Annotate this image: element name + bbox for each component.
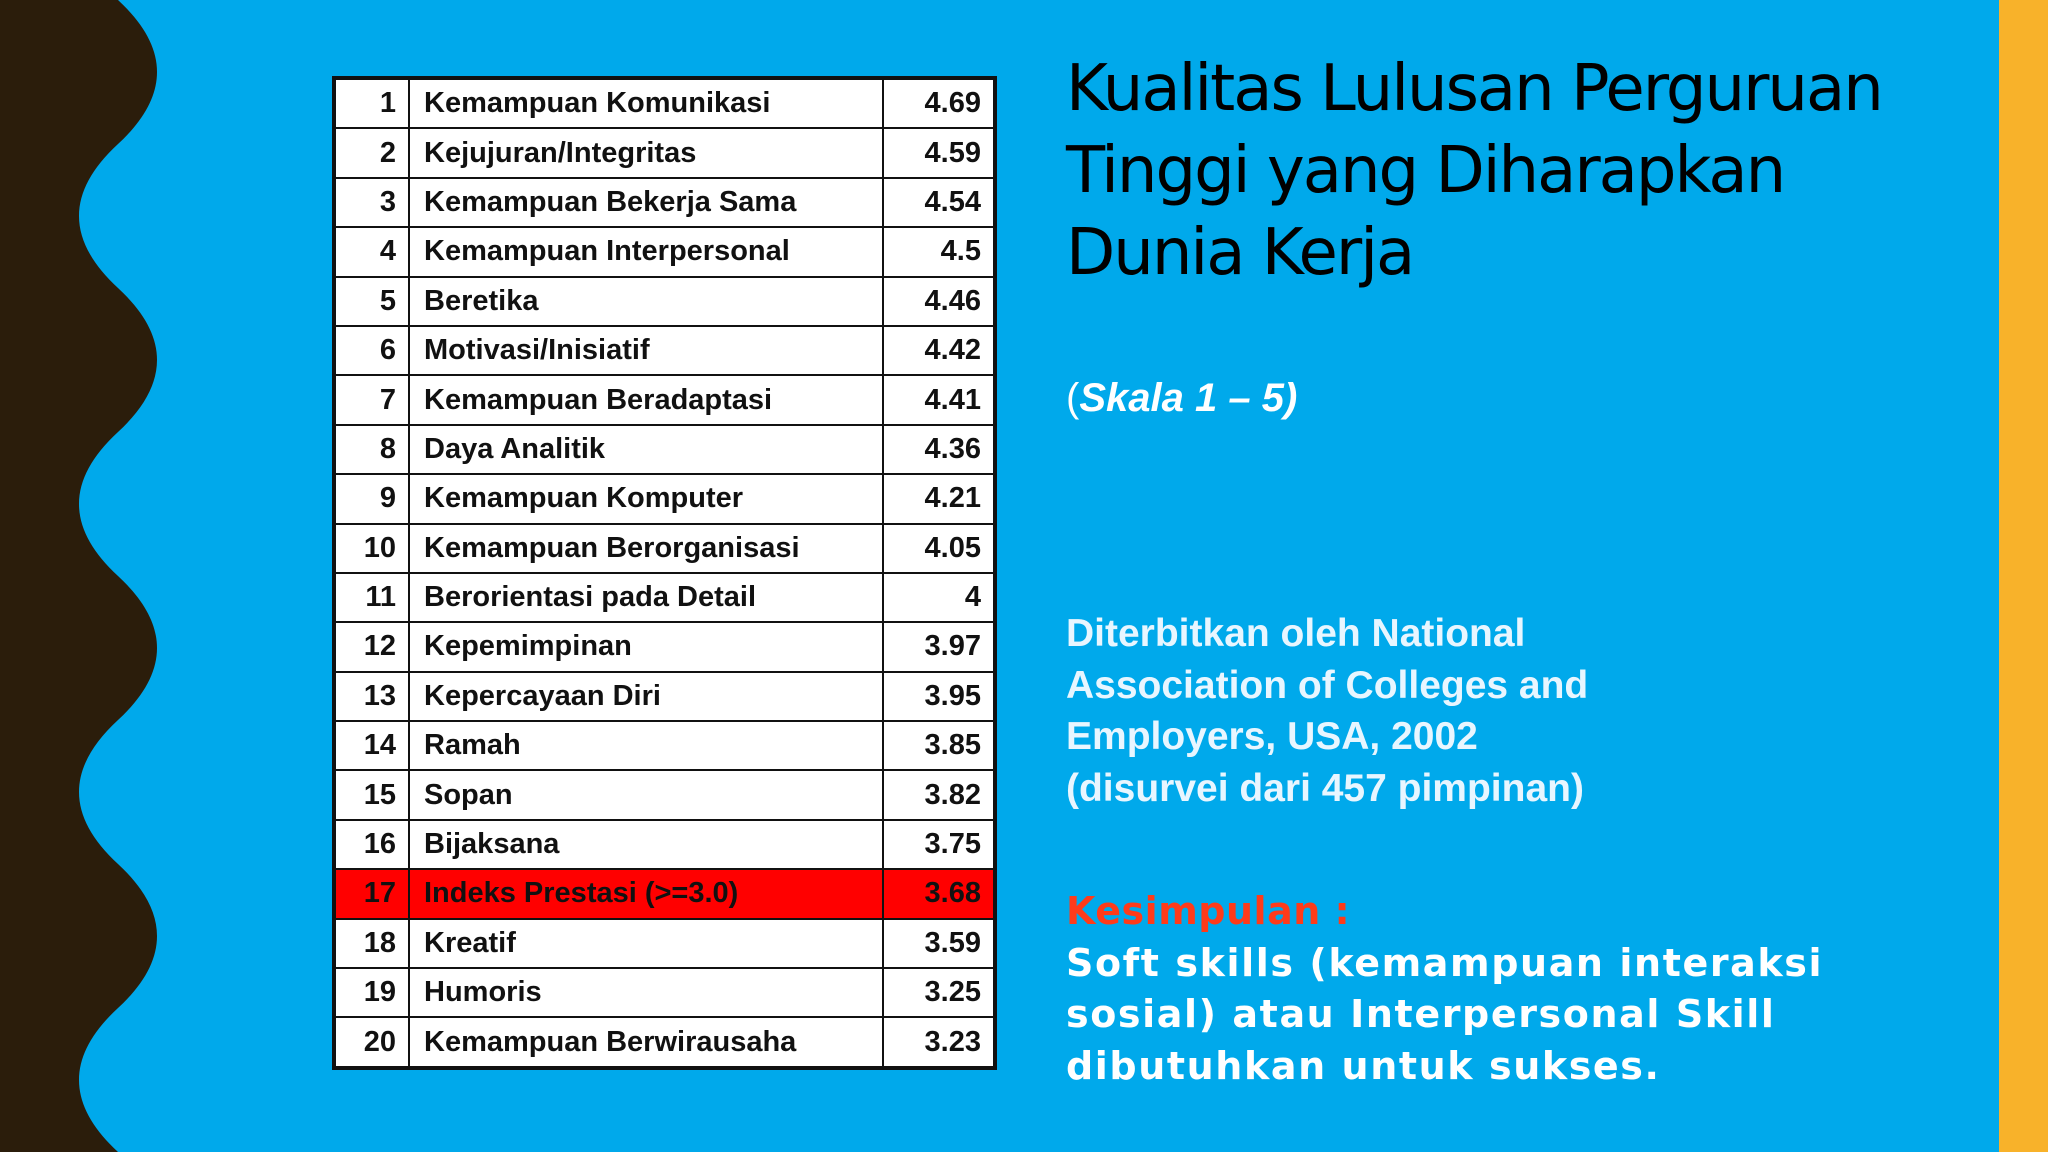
table-row — [334, 277, 995, 326]
skills-ranking-table — [332, 76, 997, 1070]
rank-cell: 3 — [334, 178, 409, 227]
rank-cell: 5 — [334, 277, 409, 326]
conclusion-line: sosial) atau Interpersonal Skill — [1066, 992, 1776, 1036]
table-row — [334, 622, 995, 671]
rank-cell: 4 — [334, 227, 409, 276]
rank-cell: 12 — [334, 622, 409, 671]
rank-cell: 1 — [334, 78, 409, 128]
rank-cell: 20 — [334, 1017, 409, 1067]
score-cell: 3.59 — [883, 919, 995, 968]
score-cell: 3.68 — [883, 869, 995, 918]
table-row — [334, 227, 995, 276]
rank-cell: 2 — [334, 128, 409, 177]
rank-cell: 16 — [334, 820, 409, 869]
source-line: (disurvei dari 457 pimpinan) — [1066, 766, 1584, 810]
table-row — [334, 919, 995, 968]
table-row — [334, 128, 995, 177]
score-cell: 4.54 — [883, 178, 995, 227]
skill-name-cell: Kemampuan Berorganisasi — [409, 524, 883, 573]
slide-title — [1066, 48, 1966, 294]
skill-name-cell: Sopan — [409, 770, 883, 819]
score-cell: 3.95 — [883, 672, 995, 721]
skill-name-cell: Berorientasi pada Detail — [409, 573, 883, 622]
rank-cell: 19 — [334, 968, 409, 1017]
skill-name-cell: Ramah — [409, 721, 883, 770]
table-row — [334, 375, 995, 424]
rank-cell: 7 — [334, 375, 409, 424]
skill-name-cell: Kemampuan Komunikasi — [409, 78, 883, 128]
rank-cell: 18 — [334, 919, 409, 968]
score-cell: 3.97 — [883, 622, 995, 671]
title-line: Dunia Kerja — [1066, 216, 1414, 290]
title-line: Tinggi yang Diharapkan — [1066, 134, 1785, 208]
skill-name-cell: Beretika — [409, 277, 883, 326]
left-wavy-band — [0, 0, 160, 1152]
score-cell: 3.85 — [883, 721, 995, 770]
skill-name-cell: Kemampuan Berwirausaha — [409, 1017, 883, 1067]
table-row — [334, 524, 995, 573]
score-cell: 4.42 — [883, 326, 995, 375]
score-cell: 4.46 — [883, 277, 995, 326]
rank-cell: 14 — [334, 721, 409, 770]
table-row — [334, 672, 995, 721]
rank-cell: 17 — [334, 869, 409, 918]
rank-cell: 11 — [334, 573, 409, 622]
rank-cell: 13 — [334, 672, 409, 721]
table-body — [334, 78, 995, 1068]
skill-name-cell: Kemampuan Beradaptasi — [409, 375, 883, 424]
table-row — [334, 573, 995, 622]
skill-name-cell: Kemampuan Interpersonal — [409, 227, 883, 276]
source-note — [1066, 608, 1588, 814]
rank-cell: 9 — [334, 474, 409, 523]
score-cell: 3.82 — [883, 770, 995, 819]
score-cell: 4.05 — [883, 524, 995, 573]
skill-name-cell: Kepemimpinan — [409, 622, 883, 671]
skill-name-cell: Kejujuran/Integritas — [409, 128, 883, 177]
rank-cell: 8 — [334, 425, 409, 474]
skill-name-cell: Kepercayaan Diri — [409, 672, 883, 721]
score-cell: 4.59 — [883, 128, 995, 177]
skill-name-cell: Kemampuan Bekerja Sama — [409, 178, 883, 227]
score-cell: 4 — [883, 573, 995, 622]
score-cell: 4.21 — [883, 474, 995, 523]
table-row — [334, 178, 995, 227]
score-cell: 3.75 — [883, 820, 995, 869]
table-row — [334, 820, 995, 869]
score-cell: 3.23 — [883, 1017, 995, 1067]
table-row — [334, 326, 995, 375]
scale-text: Skala 1 – 5) — [1079, 376, 1298, 420]
source-line: Association of Colleges and — [1066, 663, 1589, 707]
skill-name-cell: Bijaksana — [409, 820, 883, 869]
conclusion-line: Soft skills (kemampuan interaksi — [1066, 940, 1824, 985]
table-row — [334, 770, 995, 819]
source-line: Diterbitkan oleh National — [1066, 612, 1526, 655]
table-row — [334, 78, 995, 128]
conclusion-label: Kesimpulan : — [1066, 889, 1351, 933]
rank-cell: 15 — [334, 770, 409, 819]
right-accent-bar — [1999, 0, 2048, 1152]
table-row — [334, 425, 995, 474]
table-row — [334, 968, 995, 1017]
table-row — [334, 474, 995, 523]
score-cell: 4.36 — [883, 425, 995, 474]
source-line: Employers, USA, 2002 — [1066, 715, 1478, 758]
scale-open-paren: ( — [1066, 376, 1080, 420]
skill-name-cell: Motivasi/Inisiatif — [409, 326, 883, 375]
score-cell: 4.5 — [883, 227, 995, 276]
score-cell: 3.25 — [883, 968, 995, 1017]
skill-name-cell: Kemampuan Komputer — [409, 474, 883, 523]
table-row — [334, 1017, 995, 1067]
rank-cell: 10 — [334, 524, 409, 573]
skill-name-cell: Daya Analitik — [409, 425, 883, 474]
score-cell: 4.41 — [883, 375, 995, 424]
wave-shape — [0, 0, 157, 1152]
scale-note — [1066, 372, 1297, 424]
conclusion-block — [1066, 886, 1823, 1092]
conclusion-line: dibutuhkan untuk sukses. — [1066, 1043, 1661, 1088]
skill-name-cell: Humoris — [409, 968, 883, 1017]
skill-name-cell: Indeks Prestasi (>=3.0) — [409, 869, 883, 918]
skill-name-cell: Kreatif — [409, 919, 883, 968]
table-row-highlighted — [334, 869, 995, 918]
rank-cell: 6 — [334, 326, 409, 375]
score-cell: 4.69 — [883, 78, 995, 128]
title-line: Kualitas Lulusan Perguruan — [1066, 52, 1882, 126]
table-row — [334, 721, 995, 770]
